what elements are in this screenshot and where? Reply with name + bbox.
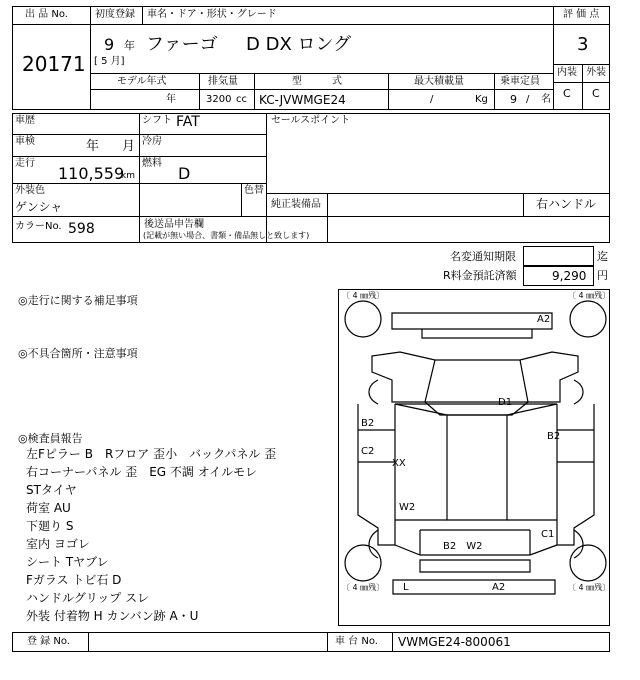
- report-line: 左Fピラー B Rフロア 歪小 バックパネル 歪: [26, 447, 277, 461]
- type-label: 型 式: [292, 76, 342, 87]
- load-unit: Kg: [475, 94, 488, 105]
- footer-block: [12, 632, 610, 652]
- report-line: ハンドルグリップ スレ: [26, 591, 150, 605]
- history-label: 車歴: [15, 115, 35, 126]
- first-reg-label: 初度登録: [95, 9, 135, 20]
- damage-mark: D1: [498, 397, 513, 408]
- lot-no-label: 出 品 No.: [25, 9, 68, 20]
- recycle-unit: 円: [597, 269, 608, 282]
- capacity-sep: /: [526, 94, 530, 105]
- reg-no-label: 登 録 No.: [27, 636, 70, 647]
- sales-point-label: セールスポイント: [271, 115, 351, 126]
- report-line: Fガラス トビ石 D: [26, 573, 122, 587]
- tire-front-right: 〔 4 ㎜残〕: [568, 291, 611, 300]
- interior-label: 内装: [557, 67, 577, 78]
- vehicle-type: KC-JVWMGE24: [259, 93, 346, 107]
- report-line: 荷室 AU: [26, 501, 71, 515]
- damage-mark: A2: [537, 314, 551, 325]
- damage-mark: C1: [541, 529, 555, 540]
- color-no-label: カラーNo.: [15, 221, 62, 232]
- report-line: シート Tヤブレ: [26, 555, 109, 569]
- damage-mark: W2: [399, 502, 416, 513]
- car-grade: D DX ロング: [246, 34, 352, 55]
- load-sep: /: [430, 94, 434, 105]
- tire-rear-left: 〔 4 ㎜残〕: [342, 583, 385, 592]
- tire-front-left: 〔 4 ㎜残〕: [342, 291, 385, 300]
- score-label: 評 価 点: [563, 9, 600, 20]
- exterior-grade: C: [592, 87, 600, 100]
- load-label: 最大積載量: [414, 76, 464, 87]
- chassis-no: VWMGE24-800061: [398, 635, 511, 649]
- damage-mark: C2: [361, 446, 375, 457]
- damage-mark: A2: [492, 582, 506, 593]
- genuine-equipment-label: 純正装備品: [271, 199, 321, 210]
- mileage: 110,559: [58, 164, 125, 183]
- reg-month: [ 5 月]: [94, 56, 125, 67]
- capacity-unit: 名: [541, 94, 551, 105]
- ac-label: 冷房: [142, 136, 162, 147]
- displacement-unit: cc: [236, 94, 247, 105]
- report-line: 下廻り S: [26, 519, 74, 533]
- mileage-unit: km: [121, 171, 135, 181]
- mileage-label: 走行: [15, 158, 35, 169]
- score: 3: [577, 34, 589, 55]
- recycle-amount: 9,290: [552, 269, 587, 283]
- report-line: STタイヤ: [26, 483, 77, 497]
- recycle-label: R料金預託済額: [443, 269, 517, 282]
- report-line: 室内 ヨゴレ: [26, 537, 90, 551]
- color-label: 外装色: [15, 185, 45, 196]
- reg-year-unit: 年: [124, 39, 135, 52]
- damage-mark: B2: [547, 431, 561, 442]
- lot-no: 20171: [22, 52, 86, 76]
- fuel-label: 燃料: [142, 158, 162, 169]
- recolor-label: 色替: [244, 185, 264, 196]
- car-name: ファーゴ: [146, 34, 218, 55]
- damage-mark: L: [403, 582, 409, 593]
- model-year-label: モデル年式: [117, 76, 167, 87]
- inspection-label: 車検: [15, 136, 35, 147]
- model-year-unit: 年: [166, 94, 176, 105]
- capacity-label: 乗車定員: [500, 76, 540, 87]
- driving-notes-title: ◎走行に関する補足事項: [18, 294, 138, 307]
- exterior-color: ゲンシャ: [15, 200, 63, 214]
- damage-mark: B2 W2: [443, 541, 483, 552]
- defects-notes-title: ◎不具合箇所・注意事項: [18, 347, 138, 360]
- tire-rear-right: 〔 4 ㎜残〕: [568, 583, 611, 592]
- deadline-label: 名変通知期限: [450, 250, 516, 263]
- chassis-label: 車 台 No.: [335, 636, 378, 647]
- exterior-label: 外装: [586, 67, 606, 78]
- damage-mark: B2: [361, 418, 375, 429]
- shift-label: シフト: [142, 115, 172, 126]
- damage-mark: XX: [392, 458, 406, 469]
- report-line: 右コーナーパネル 歪 EG 不調 オイルモレ: [26, 465, 258, 479]
- displacement: 3200: [206, 94, 232, 105]
- car-name-label: 車名・ドア・形状・グレード: [147, 9, 277, 20]
- reg-year: 9: [104, 35, 115, 54]
- inspection-month-unit: 月: [122, 139, 136, 154]
- capacity: 9: [510, 93, 517, 106]
- interior-grade: C: [563, 87, 571, 100]
- later-docs-note: (記載が無い場合、書類・備品無しと致します): [143, 231, 310, 240]
- report-line: 外装 付着物 H カンバン跡 A・U: [26, 609, 199, 623]
- inspector-report-title: ◎検査員報告: [18, 432, 83, 445]
- later-docs-label: 後送品申告欄: [144, 219, 204, 230]
- shift: FAT: [176, 114, 200, 130]
- steering-side: 右ハンドル: [536, 197, 597, 211]
- inspection-year-unit: 年: [86, 139, 100, 154]
- fuel: D: [178, 164, 191, 183]
- displacement-label: 排気量: [208, 76, 238, 87]
- deadline-unit: 迄: [597, 250, 608, 263]
- color-no: 598: [68, 221, 95, 237]
